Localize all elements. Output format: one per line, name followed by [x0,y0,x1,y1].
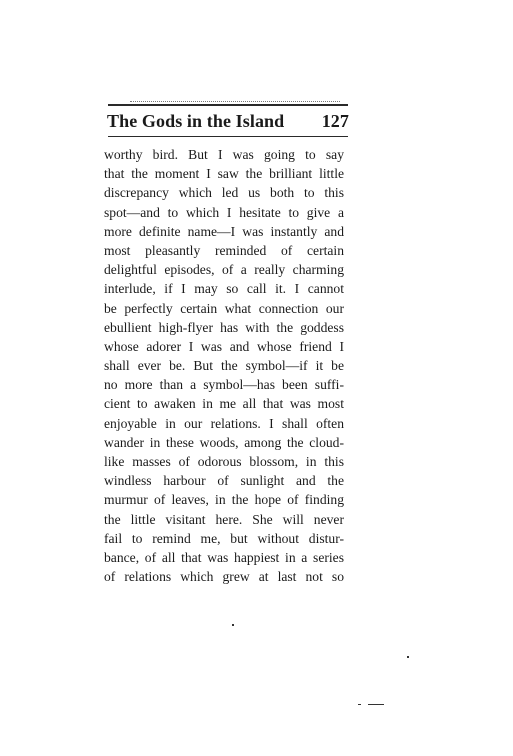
text-line: ebullient high-flyer has with the goddess [104,319,344,335]
text-line: delightful episodes, of a really charming [104,262,344,278]
text-line: cient to awaken in me all that was most [104,396,344,412]
header-top-rule [108,104,348,106]
scan-speck [368,704,384,705]
text-line: the little visitant here. She will never [104,511,344,527]
text-line: shall ever be. But the symbol—if it be [104,358,344,374]
running-head [107,111,349,135]
text-line: fail to remind me, but without distur- [104,530,344,546]
page-number: 127 [321,111,349,131]
text-line: windless harbour of sunlight and the [104,473,344,489]
page-body-text [104,145,344,586]
text-line: worthy bird. But I was going to say [104,147,344,162]
text-line: no more than a symbol—has been suffi- [104,377,344,393]
text-line: more definite name—I was instantly and [104,223,344,239]
text-line: of relations which grew at last not so [104,569,344,585]
header-top-dotted-rule [130,101,340,102]
text-line: like masses of odorous blossom, in this [104,454,344,469]
text-line: most pleasantly reminded of certain [104,242,344,258]
text-line: that the moment I saw the brilliant little [104,166,344,182]
text-line: murmur of leaves, in the hope of finding [104,492,344,508]
scan-speck [232,624,234,626]
text-line: spot—and to which I hesitate to give a [104,204,344,220]
text-line: discrepancy which led us both to this [104,185,344,201]
running-head-title: The Gods in the Island [107,111,285,131]
scan-speck [407,656,409,658]
text-line: wander in these woods, among the cloud- [104,434,344,450]
text-line: interlude, if I may so call it. I cannot [104,281,344,297]
header-rule [108,136,348,137]
scan-speck [358,704,361,705]
text-line: whose adorer I was and whose friend I [104,338,344,354]
text-line: be perfectly certain what connection our [104,300,344,316]
text-line: enjoyable in our relations. I shall often [104,415,344,431]
text-line: bance, of all that was happiest in a series [104,549,344,565]
